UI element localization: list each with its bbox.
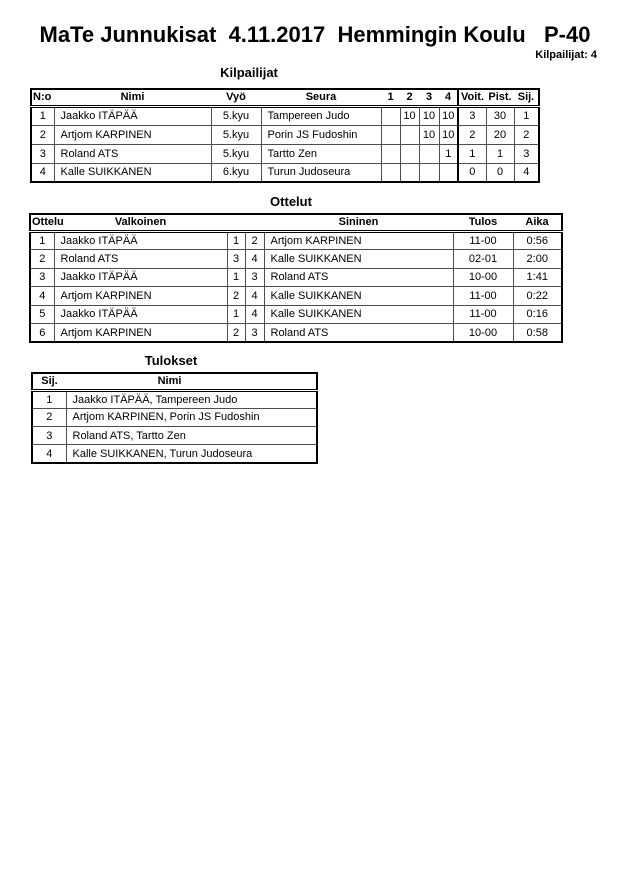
cell-aika: 0:16	[513, 305, 562, 324]
cell-pist: 20	[486, 125, 514, 144]
header-round-4: 4	[439, 89, 458, 106]
cell-valkoinen-no: 2	[227, 324, 245, 343]
cell-tulos: 11-00	[453, 305, 513, 324]
cell-nimi: Jaakko ITÄPÄÄ	[54, 106, 211, 125]
table-row	[30, 324, 562, 343]
cell-voit: 2	[458, 125, 486, 144]
cell-valkoinen: Artjom KARPINEN	[54, 287, 227, 306]
cell-valkoinen: Jaakko ITÄPÄÄ	[54, 305, 227, 324]
cell-seura: Turun Judoseura	[261, 163, 381, 182]
cell-sij: 3	[32, 427, 66, 445]
cell-sij: 2	[32, 408, 66, 426]
cell-valkoinen-no: 3	[227, 250, 245, 269]
cell-result-4	[439, 163, 458, 182]
cell-sij: 4	[514, 163, 539, 182]
table-row	[32, 427, 317, 445]
header-seura: Seura	[261, 89, 381, 106]
cell-valkoinen: Artjom KARPINEN	[54, 324, 227, 343]
header-nimi: Nimi	[66, 373, 317, 390]
cell-match-no: 2	[30, 250, 54, 269]
cell-valkoinen-no: 1	[227, 268, 245, 287]
cell-sininen: Kalle SUIKKANEN	[264, 305, 453, 324]
cell-result-1	[381, 144, 400, 163]
cell-pist: 1	[486, 144, 514, 163]
cell-match-no: 3	[30, 268, 54, 287]
cell-result-1	[381, 163, 400, 182]
cell-result-3	[419, 144, 439, 163]
cell-valkoinen: Roland ATS	[54, 250, 227, 269]
header-sininen: Sininen	[264, 214, 453, 231]
cell-sij: 4	[32, 445, 66, 463]
cell-result-2	[400, 144, 419, 163]
cell-result-4: 1	[439, 144, 458, 163]
ottelut-table	[29, 213, 563, 343]
table-row	[30, 305, 562, 324]
table-row	[30, 268, 562, 287]
header-valkoinen: Valkoinen	[54, 214, 227, 231]
cell-sininen-no: 4	[245, 305, 264, 324]
cell-sij: 1	[514, 106, 539, 125]
header-no: N:o	[31, 89, 54, 106]
cell-aika: 0:22	[513, 287, 562, 306]
cell-sij: 2	[514, 125, 539, 144]
cell-result-1	[381, 125, 400, 144]
cell-sij: 3	[514, 144, 539, 163]
cell-sininen-no: 4	[245, 250, 264, 269]
cell-voit: 3	[458, 106, 486, 125]
cell-voit: 0	[458, 163, 486, 182]
header-sij: Sij.	[514, 89, 539, 106]
cell-sininen: Roland ATS	[264, 324, 453, 343]
table-row	[30, 287, 562, 306]
header-tulos: Tulos	[453, 214, 513, 231]
cell-result-3	[419, 163, 439, 182]
header-voit: Voit.	[458, 89, 486, 106]
cell-result-2	[400, 163, 419, 182]
header-row	[31, 89, 539, 106]
cell-tulos: 10-00	[453, 324, 513, 343]
table-row	[32, 408, 317, 426]
table-row	[31, 106, 539, 125]
cell-result-2: 10	[400, 106, 419, 125]
cell-no: 2	[31, 125, 54, 144]
table-row	[32, 445, 317, 463]
cell-nimi: Artjom KARPINEN, Porin JS Fudoshin	[66, 408, 317, 426]
cell-no: 4	[31, 163, 54, 182]
cell-seura: Tartto Zen	[261, 144, 381, 163]
cell-nimi: Kalle SUIKKANEN	[54, 163, 211, 182]
cell-vyo: 5.kyu	[211, 106, 261, 125]
cell-match-no: 6	[30, 324, 54, 343]
cell-sininen-no: 2	[245, 231, 264, 250]
table-row	[30, 250, 562, 269]
cell-nimi: Jaakko ITÄPÄÄ, Tampereen Judo	[66, 390, 317, 408]
header-round-3: 3	[419, 89, 439, 106]
competitors-count: Kilpailijat: 4	[535, 49, 597, 61]
header-spacer	[245, 214, 264, 231]
header-pist: Pist.	[486, 89, 514, 106]
tulokset-table	[31, 372, 318, 464]
cell-sininen: Artjom KARPINEN	[264, 231, 453, 250]
header-row	[32, 373, 317, 390]
section-title-tulokset: Tulokset	[144, 353, 198, 368]
cell-pist: 0	[486, 163, 514, 182]
cell-aika: 0:58	[513, 324, 562, 343]
cell-tulos: 02-01	[453, 250, 513, 269]
cell-pist: 30	[486, 106, 514, 125]
cell-sininen-no: 3	[245, 324, 264, 343]
cell-nimi: Roland ATS, Tartto Zen	[66, 427, 317, 445]
cell-nimi: Kalle SUIKKANEN, Turun Judoseura	[66, 445, 317, 463]
table-row	[32, 390, 317, 408]
cell-vyo: 6.kyu	[211, 163, 261, 182]
cell-valkoinen: Jaakko ITÄPÄÄ	[54, 268, 227, 287]
cell-result-4: 10	[439, 125, 458, 144]
kilpailijat-table	[30, 88, 540, 183]
cell-no: 1	[31, 106, 54, 125]
cell-tulos: 11-00	[453, 287, 513, 306]
cell-sininen: Kalle SUIKKANEN	[264, 250, 453, 269]
table-row	[31, 144, 539, 163]
header-round-1: 1	[381, 89, 400, 106]
header-spacer	[227, 214, 245, 231]
cell-valkoinen-no: 2	[227, 287, 245, 306]
cell-sininen: Kalle SUIKKANEN	[264, 287, 453, 306]
cell-nimi: Roland ATS	[54, 144, 211, 163]
header-nimi: Nimi	[54, 89, 211, 106]
cell-aika: 0:56	[513, 231, 562, 250]
cell-vyo: 5.kyu	[211, 125, 261, 144]
section-title-kilpailijat: Kilpailijat	[220, 65, 278, 80]
cell-no: 3	[31, 144, 54, 163]
cell-valkoinen-no: 1	[227, 231, 245, 250]
cell-valkoinen: Jaakko ITÄPÄÄ	[54, 231, 227, 250]
table-row	[31, 125, 539, 144]
cell-vyo: 5.kyu	[211, 144, 261, 163]
header-round-2: 2	[400, 89, 419, 106]
table-row	[30, 231, 562, 250]
cell-tulos: 11-00	[453, 231, 513, 250]
cell-tulos: 10-00	[453, 268, 513, 287]
header-sij: Sij.	[32, 373, 66, 390]
page-title: MaTe Junnukisat 4.11.2017 Hemmingin Koulu P-40	[39, 22, 591, 47]
section-title-ottelut: Ottelut	[270, 194, 312, 209]
cell-result-4: 10	[439, 106, 458, 125]
cell-sininen-no: 3	[245, 268, 264, 287]
cell-result-3: 10	[419, 125, 439, 144]
cell-seura: Tampereen Judo	[261, 106, 381, 125]
header-aika: Aika	[513, 214, 562, 231]
cell-result-3: 10	[419, 106, 439, 125]
cell-sininen: Roland ATS	[264, 268, 453, 287]
cell-result-1	[381, 106, 400, 125]
cell-sij: 1	[32, 390, 66, 408]
header-row	[30, 214, 562, 231]
cell-voit: 1	[458, 144, 486, 163]
cell-match-no: 1	[30, 231, 54, 250]
cell-match-no: 4	[30, 287, 54, 306]
header-ottelu: Ottelu	[30, 214, 54, 231]
cell-sininen-no: 4	[245, 287, 264, 306]
cell-seura: Porin JS Fudoshin	[261, 125, 381, 144]
cell-result-2	[400, 125, 419, 144]
cell-aika: 2:00	[513, 250, 562, 269]
header-vyo: Vyö	[211, 89, 261, 106]
cell-valkoinen-no: 1	[227, 305, 245, 324]
cell-aika: 1:41	[513, 268, 562, 287]
cell-match-no: 5	[30, 305, 54, 324]
cell-nimi: Artjom KARPINEN	[54, 125, 211, 144]
table-row	[31, 163, 539, 182]
